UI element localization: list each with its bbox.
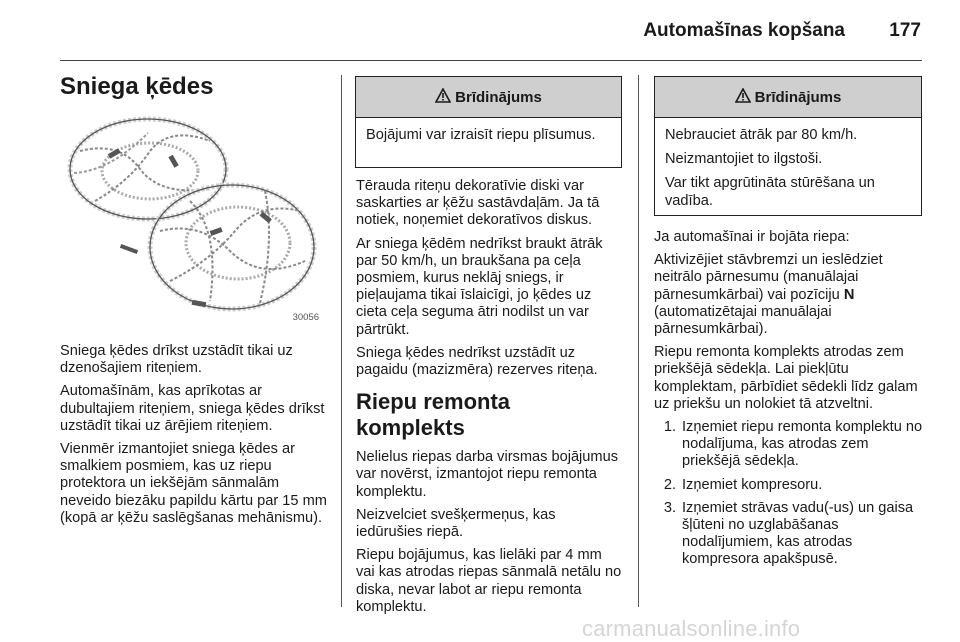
list-item [654, 477, 924, 494]
warning-box-tire-damage [355, 76, 622, 168]
warning-text: Bojājumi var izraisīt riepu plīsumus. [366, 127, 596, 143]
column-3-text [654, 229, 924, 575]
warning-triangle-icon [435, 88, 451, 107]
warning-line-steering: Var tikt apgrūtināta stūrēšana un vadība. [665, 175, 875, 209]
warning-box-speed [654, 76, 922, 216]
paragraph-large-damage: Riepu bojājumus, kas lielāki par 4 mm vai kas atrodas riepas sānmalā netālu no diska, nevar labot ar riepu remonta komplektu. [356, 547, 622, 615]
warning-title: Brīdinājums [455, 88, 542, 106]
step-number: 3. [663, 499, 676, 516]
header-divider [60, 60, 922, 61]
section-title: Automašīnas kopšana [643, 20, 845, 41]
paragraph-kit-location: Riepu remonta komplekts atrodas zem priekšējā sēdekļa. Lai piekļūtu komplektam, pārbīdiet sēdekli līdz galam uz priekšu un nolokiet tā atzveltni. [654, 344, 918, 412]
page-header [0, 0, 960, 62]
figure-number: 30056 [292, 312, 319, 323]
step-text: Izņemiet riepu remonta komplektu no nodalījuma, kas atrodas zem priekšējā sēdekļa. [682, 419, 923, 470]
warning-title-bar [356, 77, 621, 118]
warning-triangle-icon [735, 88, 751, 107]
paragraph-foreign-objects: Neizvelciet svešķermeņus, kas iedūrušies riepā. [356, 506, 556, 541]
column-divider-1 [341, 75, 342, 607]
list-item [654, 500, 924, 569]
warning-line-speed: Nebrauciet ātrāk par 80 km/h. [665, 127, 858, 143]
column-2-text [356, 178, 624, 622]
column-divider-2 [638, 75, 639, 607]
heading-tyre-repair-kit: Riepu remonta komplekts [356, 389, 511, 441]
warning-title-bar-2 [655, 77, 921, 118]
steps-list [654, 419, 924, 569]
column-1 [60, 73, 328, 100]
paragraph-speed-limit: Ar sniega ķēdēm nedrīkst braukt ātrāk par 50 km/h, un braukšana pa ceļa posmiem, kurus neklāj sniegs, ir pieļaujama tikai īslaicīgi, jo ķēdes uz cieta ceļa seguma ātri nodilst un var pārtrūkt. [356, 235, 603, 338]
parking-brake-text-end: (automatizētajai manuālajai pārnesumkārbai). [654, 303, 832, 338]
snow-chain-drawing [60, 111, 325, 327]
paragraph-small-damage: Nelielus riepas darba virsmas bojājumus var novērst, izmantojot riepu remonta komplektu. [356, 449, 618, 500]
parking-brake-text: Aktivizējiet stāvbremzi un ieslēdziet neitrālo pārnesumu (manuālajai pārnesumkārbai) vai pozīciju [654, 252, 883, 303]
paragraph-wheel-covers: Tērauda riteņu dekoratīvie diski var saskarties ar ķēžu sastāvdaļām. Ja tā notiek, noņemiet dekoratīvos diskus. [356, 178, 600, 229]
watermark: carmanualsonline.info [582, 616, 801, 641]
paragraph-fine-links: Vienmēr izmantojiet sniega ķēdes ar smalkiem posmiem, kas uz riepu protektora un iekšējām sānmalām neveido biezāku papildu kārtu par 15 mm (kopā ar ķēžu saslēgšanas mehānismu). [60, 441, 327, 526]
step-text: Izņemiet kompresoru. [682, 476, 823, 493]
gear-position-n: N [843, 286, 855, 303]
step-number: 1. [663, 419, 676, 436]
warning-line-duration: Neizmantojiet to ilgstoši. [665, 151, 823, 168]
warning-title-2: Brīdinājums [754, 88, 842, 106]
paragraph-spare-wheel: Sniega ķēdes nedrīkst uzstādīt uz pagaidu (mazizmēra) rezerves riteņa. [356, 344, 598, 379]
step-text: Izņemiet strāvas vadu(-us) un gaisa šļūteni no uzglabāšanas nodalījumiem, kas atrodas kompresora apakšpusē. [682, 499, 914, 568]
paragraph-dual-wheels: Automašīnām, kas aprīkotas ar dubultajiem riteņiem, sniega ķēdes drīkst uzstādīt tikai uz ārējiem riteņiem. [60, 383, 325, 434]
list-item [654, 419, 924, 471]
heading-snow-chains: Sniega ķēdes [60, 73, 214, 100]
paragraph-flat-tyre-intro: Ja automašīnai ir bojāta riepa: [654, 229, 850, 245]
step-number: 2. [663, 476, 676, 493]
column-1-text [60, 343, 328, 533]
snow-chains-illustration [60, 111, 325, 327]
paragraph-parking-brake [654, 252, 924, 338]
paragraph-driving-wheels: Sniega ķēdes drīkst uzstādīt tikai uz dzenošajiem riteņiem. [60, 343, 293, 377]
page-number: 177 [889, 20, 921, 41]
